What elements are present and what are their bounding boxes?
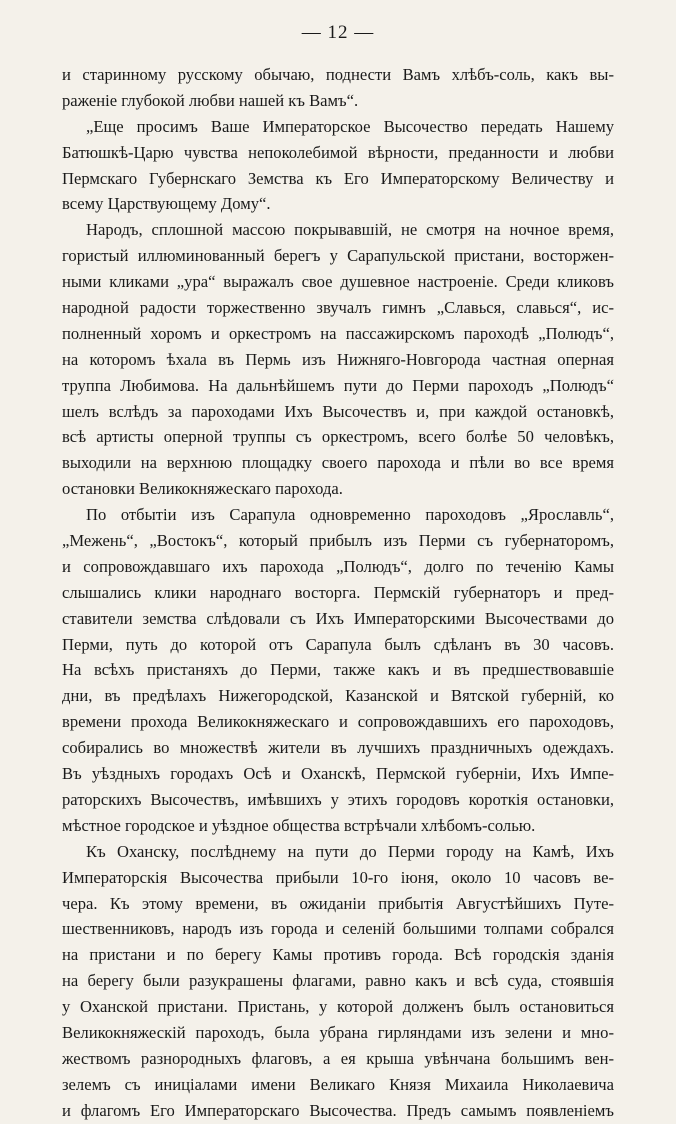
text-line: всему Царствующему Дому“. bbox=[62, 194, 271, 214]
text-line: мѣстное городское и уѣздное общества встрѣчали хлѣбомъ-солью. bbox=[62, 815, 536, 835]
text-line: Батюшкѣ-Царю чувства непоколебимой вѣрности, преданности и любви bbox=[62, 142, 614, 162]
text-line: шественниковъ, народъ изъ города и селеній большими толпами собрался bbox=[62, 919, 614, 939]
text-line: жествомъ разнородныхъ флаговъ, а ея крыша увѣнчана большимъ вен- bbox=[62, 1048, 614, 1068]
text-line: и флагомъ Его Императорскаго Высочества. Предъ самымъ появленіемъ bbox=[62, 1100, 614, 1120]
text-line: и сопровождавшаго ихъ парохода „Полюдъ“, долго по теченію Камы bbox=[62, 556, 614, 576]
text-line: на берегу были разукрашены флагами, равно какъ и всѣ суда, стоявшія bbox=[62, 971, 614, 991]
text-line: Великокняжескій пароходъ, была убрана гирляндами изъ зелени и мно- bbox=[62, 1022, 614, 1042]
text-line: гористый иллюминованный берегъ у Сарапульской пристани, восторжен- bbox=[62, 246, 614, 266]
text-line: всѣ артисты оперной труппы съ оркестромъ, всего болѣе 50 человѣкъ, bbox=[62, 427, 614, 447]
text-line: у Оханской пристани. Пристань, у которой долженъ былъ остановиться bbox=[62, 997, 614, 1017]
text-line: шелъ вслѣдъ за пароходами Ихъ Высочествъ и, при каждой остановкѣ, bbox=[62, 401, 614, 421]
body-text bbox=[62, 62, 614, 1124]
text-line: Народъ, сплошной массою покрывавшій, не смотря на ночное время, bbox=[86, 220, 614, 240]
text-line: По отбытіи изъ Сарапула одновременно пароходовъ „Ярославль“, bbox=[86, 505, 614, 525]
text-line: „Еще просимъ Ваше Императорское Высочество передать Нашему bbox=[86, 116, 614, 136]
text-line: На всѣхъ пристаняхъ до Перми, также какъ и въ предшествовавшіе bbox=[62, 660, 614, 680]
text-line: полненный хоромъ и оркестромъ на пассажирскомъ пароходѣ „Полюдъ“, bbox=[62, 323, 614, 343]
text-line: ставители земства слѣдовали съ Ихъ Императорскими Высочествами до bbox=[62, 608, 614, 628]
text-line: ными кликами „ура“ выражалъ свое душевное настроеніе. Среди кликовъ bbox=[62, 272, 614, 292]
text-line: народной радости торжественно звучалъ гимнъ „Славься, славься“, ис- bbox=[62, 298, 614, 318]
text-line: и старинному русскому обычаю, поднести Вамъ хлѣбъ-соль, какъ вы- bbox=[62, 65, 614, 84]
text-line: Пермскаго Губернскаго Земства къ Его Императорскому Величеству и bbox=[62, 168, 614, 188]
text-line: раженіе глубокой любви нашей къ Вамъ“. bbox=[62, 90, 359, 110]
text-line: раторскихъ Высочествъ, имѣвшихъ у этихъ городовъ короткія остановки, bbox=[62, 789, 614, 809]
text-line: выходили на верхнюю площадку своего парохода и пѣли во все время bbox=[62, 453, 614, 473]
text-line: Къ Оханску, послѣднему на пути до Перми городу на Камѣ, Ихъ bbox=[86, 841, 614, 861]
text-line: времени прохода Великокняжескаго и сопровождавшихъ его пароходовъ, bbox=[62, 712, 614, 732]
page-number: — 12 — bbox=[301, 22, 375, 43]
text-line: зелемъ съ иниціалами имени Великаго Князя Михаила Николаевича bbox=[62, 1074, 614, 1094]
text-line: собирались во множествѣ жители въ лучшихъ праздничныхъ одеждахъ. bbox=[62, 738, 614, 758]
text-line: дни, въ предѣлахъ Нижегородской, Казанской и Вятской губерній, ко bbox=[62, 686, 614, 706]
text-line: на которомъ ѣхала въ Пермь изъ Нижняго-Новгорода частная оперная bbox=[62, 349, 614, 369]
text-line: „Межень“, „Востокъ“, который прибылъ изъ Перми съ губернаторомъ, bbox=[62, 531, 614, 551]
text-line: Императорскія Высочества прибыли 10-го іюня, около 10 часовъ ве- bbox=[62, 867, 614, 887]
text-line: остановки Великокняжескаго парохода. bbox=[62, 479, 343, 499]
text-line: слышались клики народнаго восторга. Пермскій губернаторъ и пред- bbox=[62, 582, 614, 602]
text-line: чера. Къ этому времени, въ ожиданіи прибытія Августѣйшихъ Путе- bbox=[62, 893, 614, 913]
text-line: труппа Любимова. На дальнѣйшемъ пути до Перми пароходъ „Полюдъ“ bbox=[62, 375, 614, 395]
text-line: Перми, путь до которой отъ Сарапула былъ сдѣланъ въ 30 часовъ. bbox=[62, 634, 614, 654]
text-line: Въ уѣздныхъ городахъ Осѣ и Оханскѣ, Пермской губерніи, Ихъ Импе- bbox=[62, 764, 614, 784]
text-line: на пристани и по берегу Камы противъ города. Всѣ городскія зданія bbox=[62, 945, 614, 965]
